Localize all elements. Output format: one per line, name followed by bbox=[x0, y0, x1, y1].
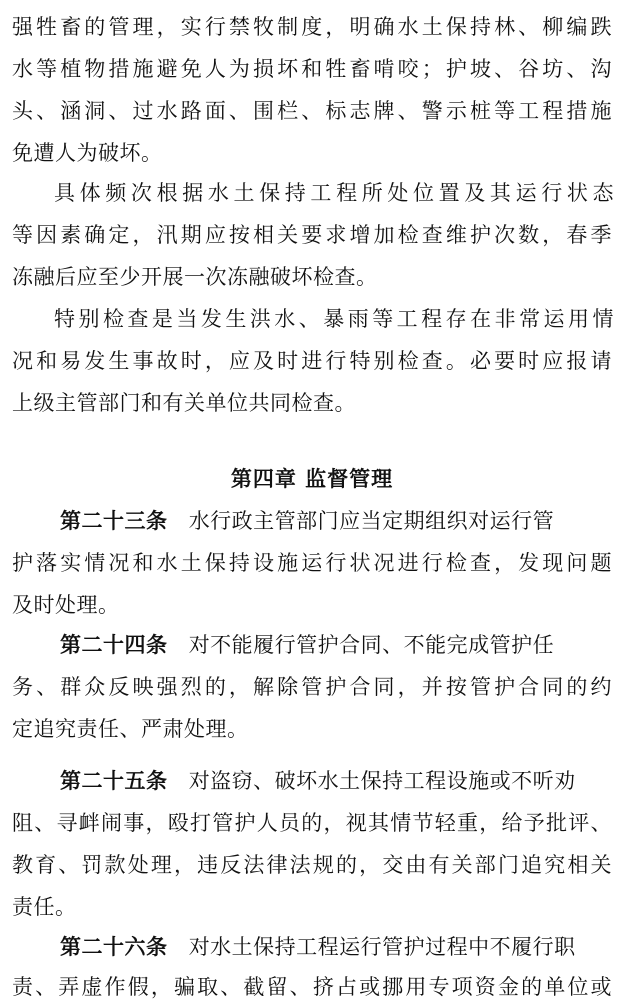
article-23 bbox=[60, 500, 614, 542]
paragraph-line: 等因素确定，汛期应按相关要求增加检查维护次数，春季 bbox=[12, 223, 612, 247]
paragraph-line: 上级主管部门和有关单位共同检查。 bbox=[12, 391, 356, 415]
paragraph-line: 务、群众反映强烈的，解除管护合同，并按管护合同的约 bbox=[12, 675, 612, 699]
paragraph-line: 及时处理。 bbox=[12, 593, 120, 617]
paragraph-line: 定追究责任、严肃处理。 bbox=[12, 717, 249, 741]
article-25 bbox=[60, 760, 614, 802]
paragraph-line: 阻、寻衅闹事，殴打管护人员的，视其情节轻重，给予批评、 bbox=[12, 811, 612, 835]
article-label: 第二十五条 bbox=[60, 769, 168, 793]
paragraph-line: 特别检查是当发生洪水、暴雨等工程存在非常运用情 bbox=[54, 307, 614, 331]
paragraph-line: 护落实情况和水土保持设施运行状况进行检查，发现问题 bbox=[12, 551, 612, 575]
article-24 bbox=[60, 624, 614, 666]
article-label: 第二十四条 bbox=[60, 633, 168, 657]
article-label: 第二十三条 bbox=[60, 509, 168, 533]
article-text: 对不能履行管护合同、不能完成管护任 bbox=[188, 633, 555, 657]
paragraph-line: 责任。 bbox=[12, 895, 77, 919]
article-label: 第二十六条 bbox=[60, 935, 168, 959]
paragraph-line: 冻融后应至少开展一次冻融破坏检查。 bbox=[12, 265, 378, 289]
article-text: 对盗窃、破坏水土保持工程设施或不听劝 bbox=[188, 769, 576, 793]
paragraph-line: 免遭人为破坏。 bbox=[12, 141, 163, 165]
paragraph-line: 具体频次根据水土保持工程所处位置及其运行状态 bbox=[54, 181, 614, 205]
paragraph-line: 水等植物措施避免人为损坏和牲畜啃咬；护坡、谷坊、沟 bbox=[12, 57, 612, 81]
article-26 bbox=[60, 926, 614, 968]
paragraph-line: 强牲畜的管理，实行禁牧制度，明确水土保持林、柳编跌 bbox=[12, 15, 612, 39]
paragraph-line: 教育、罚款处理，违反法律法规的，交由有关部门追究相关 bbox=[12, 853, 612, 877]
paragraph-line: 责、弄虚作假，骗取、截留、挤占或挪用专项资金的单位或 bbox=[12, 975, 612, 999]
chapter-heading: 第四章 监督管理 bbox=[230, 467, 394, 491]
article-text: 对水土保持工程运行管护过程中不履行职 bbox=[188, 935, 576, 959]
paragraph-line: 况和易发生事故时，应及时进行特别检查。必要时应报请 bbox=[12, 349, 612, 373]
paragraph-line: 头、涵洞、过水路面、围栏、标志牌、警示桩等工程措施 bbox=[12, 99, 612, 123]
article-text: 水行政主管部门应当定期组织对运行管 bbox=[188, 509, 555, 533]
